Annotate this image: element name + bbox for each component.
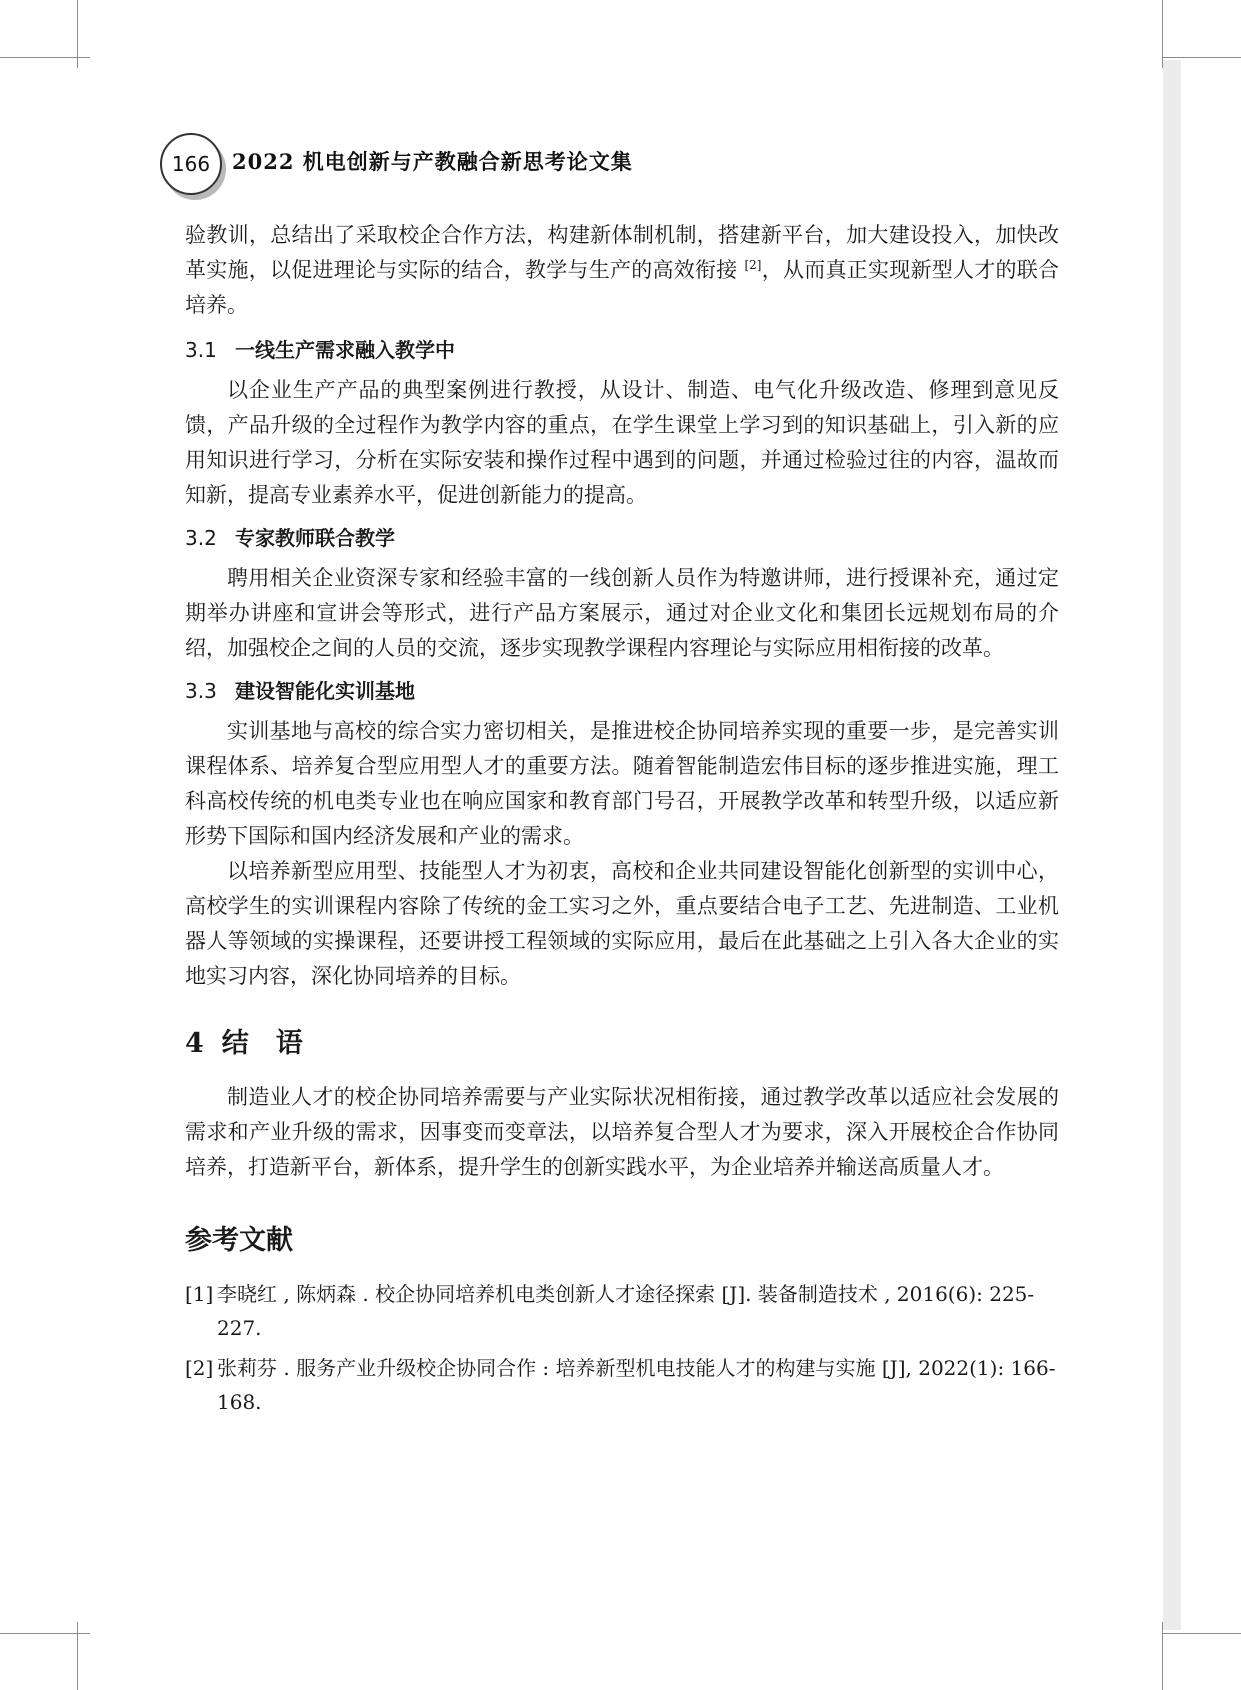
references-heading: 参考文献 xyxy=(185,1225,293,1256)
conclusion-heading: 4 结 语 xyxy=(185,1028,303,1059)
section-heading-3-2: 3.2 专家教师联合教学 xyxy=(185,526,395,550)
section-paragraph: 以培养新型应用型、技能型人才为初衷，高校和企业共同建设智能化创新型的实训中心，高校学生的实训课程内容除了传统的金工实习之外，重点要结合电子工艺、先进制造、工业机器人等领域的实操课程，还要讲授工程领域的实际应用，最后在此基础之上引入各大企业的实地实习内容，深化协同培养的目标。 xyxy=(185,859,1059,988)
citation-marker: [2] xyxy=(744,258,762,272)
section-paragraph: 以企业生产产品的典型案例进行教授，从设计、制造、电气化升级改造、修理到意见反馈，产品升级的全过程作为教学内容的重点，在学生课堂上学习到的知识基础上，引入新的应用知识进行学习，分析在实际安装和操作过程中遇到的问题，并通过检验过往的内容，温故而知新，提高专业素养水平，促进创新能力的提高。 xyxy=(185,378,1059,507)
section-paragraph: 实训基地与高校的综合实力密切相关，是推进校企协同培养实现的重要一步，是完善实训课程体系、培养复合型应用型人才的重要方法。随着智能制造宏伟目标的逐步推进实施，理工科高校传统的机电类专业也在响应国家和教育部门号召，开展教学改革和转型升级，以适应新形势下国际和国内经济发展和产业的需求。 xyxy=(185,719,1059,848)
page-body xyxy=(185,218,1059,1425)
reference-item: [2] 张莉芬 . 服务产业升级校企协同合作 : 培养新型机电技能人才的构建与实施 [J], 2022(1): 166-168. xyxy=(185,1356,1056,1414)
crop-mark xyxy=(1162,0,1163,68)
crop-mark xyxy=(1162,57,1241,58)
page-edge-strip xyxy=(1163,60,1181,1630)
book-title: 2022 机电创新与产教融合新思考论文集 xyxy=(232,149,633,174)
intro-paragraph: 验教训，总结出了采取校企合作方法，构建新体制机制，搭建新平台，加大建设投入，加快改革实施，以促进理论与实际的结合，教学与生产的高效衔接 [2]，从而真正实现新型人才的联合培养。 xyxy=(185,223,1059,317)
conclusion-paragraph: 制造业人才的校企协同培养需要与产业实际状况相衔接，通过教学改革以适应社会发展的需求和产业升级的需求，因事变而变章法，以培养复合型人才为要求，深入开展校企合作协同培养，打造新平台，新体系，提升学生的创新实践水平，为企业培养并输送高质量人才。 xyxy=(185,1085,1059,1179)
page-number: 166 xyxy=(171,152,211,176)
crop-mark xyxy=(77,0,78,68)
crop-mark xyxy=(1162,1622,1163,1690)
crop-mark xyxy=(77,1622,78,1690)
section-paragraph: 聘用相关企业资深专家和经验丰富的一线创新人员作为特邀讲师，进行授课补充，通过定期举办讲座和宣讲会等形式，进行产品方案展示，通过对企业文化和集团长远规划布局的介绍，加强校企之间的人员的交流，逐步实现教学课程内容理论与实际应用相衔接的改革。 xyxy=(185,566,1059,660)
section-heading-3-3: 3.3 建设智能化实训基地 xyxy=(185,679,415,703)
page-number-badge xyxy=(160,133,222,195)
reference-item: [1] 李晓红 , 陈炳森 . 校企协同培养机电类创新人才途径探索 [J]. 装备制造技术 , 2016(6): 225-227. xyxy=(185,1282,1035,1340)
section-heading-3-1: 3.1 一线生产需求融入教学中 xyxy=(185,338,455,362)
crop-mark xyxy=(1162,1633,1241,1634)
